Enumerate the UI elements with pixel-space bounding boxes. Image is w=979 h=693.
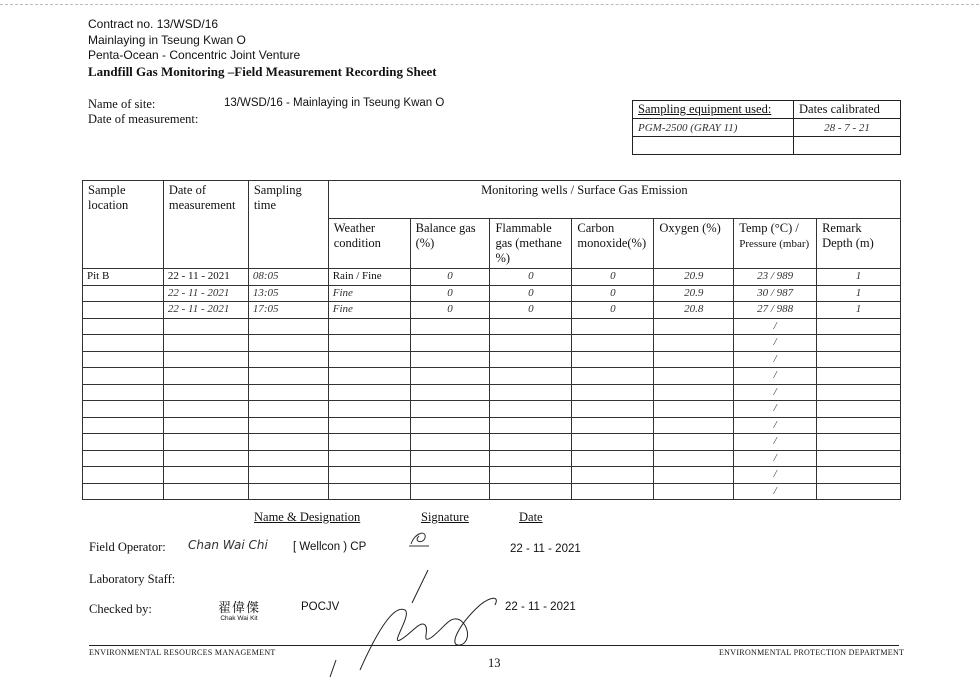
cell-remark — [817, 318, 901, 335]
cell-balance — [410, 318, 490, 335]
cell-remark — [817, 483, 901, 500]
cell-carbon — [572, 467, 654, 484]
checked-chinese-name: 翟偉傑 — [218, 601, 261, 616]
cell-loc: Pit B — [83, 269, 164, 286]
cell-balance: 0 — [410, 285, 490, 302]
table-row — [83, 417, 901, 434]
cell-balance — [410, 351, 490, 368]
cell-weather: Fine — [328, 285, 410, 302]
cell-temp: / — [734, 467, 817, 484]
cell-temp: / — [734, 401, 817, 418]
table-row — [83, 269, 901, 286]
cell-carbon — [572, 368, 654, 385]
cell-oxygen — [654, 318, 734, 335]
cell-balance — [410, 467, 490, 484]
date-header: Date of measurement — [163, 181, 248, 269]
cell-temp: / — [734, 434, 817, 451]
cell-weather — [328, 450, 410, 467]
cell-flammable — [490, 335, 572, 352]
cell-oxygen — [654, 417, 734, 434]
cell-carbon — [572, 351, 654, 368]
cell-remark — [817, 384, 901, 401]
cell-loc — [83, 335, 164, 352]
cell-remark: 1 — [817, 269, 901, 286]
cell-balance: 0 — [410, 269, 490, 286]
cell-temp: 30 / 987 — [734, 285, 817, 302]
cell-balance — [410, 417, 490, 434]
cell-date — [163, 368, 248, 385]
cell-loc — [83, 401, 164, 418]
cell-weather — [328, 417, 410, 434]
cell-carbon — [572, 450, 654, 467]
cell-time — [248, 467, 328, 484]
measurement-date-label: Date of measurement: — [88, 112, 199, 126]
cell-weather — [328, 335, 410, 352]
cell-date — [163, 335, 248, 352]
cell-temp: 23 / 989 — [734, 269, 817, 286]
cell-flammable — [490, 384, 572, 401]
cell-flammable — [490, 467, 572, 484]
table-row — [83, 368, 901, 385]
cell-balance — [410, 335, 490, 352]
cell-oxygen — [654, 467, 734, 484]
cell-weather — [328, 401, 410, 418]
table-row — [83, 483, 901, 500]
cell-remark: 1 — [817, 285, 901, 302]
cell-weather — [328, 318, 410, 335]
cell-oxygen — [654, 434, 734, 451]
table-row — [83, 351, 901, 368]
cell-carbon — [572, 401, 654, 418]
cell-flammable — [490, 318, 572, 335]
cell-temp: 27 / 988 — [734, 302, 817, 319]
cell-time — [248, 401, 328, 418]
monitoring-table — [82, 180, 901, 500]
cell-loc — [83, 384, 164, 401]
cell-date — [163, 467, 248, 484]
cell-carbon — [572, 483, 654, 500]
cell-flammable — [490, 434, 572, 451]
cell-time — [248, 450, 328, 467]
cell-balance: 0 — [410, 302, 490, 319]
cell-oxygen — [654, 351, 734, 368]
cell-time — [248, 318, 328, 335]
cell-date: 22 - 11 - 2021 — [163, 302, 248, 319]
cell-weather: Rain / Fine — [328, 269, 410, 286]
table-row — [83, 401, 901, 418]
cell-time — [248, 434, 328, 451]
cell-remark — [817, 450, 901, 467]
laboratory-staff-label: Laboratory Staff: — [89, 572, 176, 586]
checked-by-label: Checked by: — [89, 602, 152, 616]
footer-left: ENVIRONMENTAL RESOURCES MANAGEMENT — [89, 648, 276, 657]
cell-weather — [328, 434, 410, 451]
cell-weather — [328, 483, 410, 500]
cell-temp: / — [734, 384, 817, 401]
cell-oxygen: 20.8 — [654, 302, 734, 319]
cell-weather — [328, 384, 410, 401]
table-row — [83, 434, 901, 451]
cell-flammable: 0 — [490, 269, 572, 286]
cell-date — [163, 318, 248, 335]
equipment-blank — [633, 137, 794, 155]
table-row — [83, 318, 901, 335]
cell-time — [248, 417, 328, 434]
cell-balance — [410, 450, 490, 467]
calibrated-blank — [794, 137, 901, 155]
calibrated-header: Dates calibrated — [794, 101, 901, 119]
cell-weather — [328, 467, 410, 484]
cell-flammable — [490, 417, 572, 434]
cell-remark — [817, 467, 901, 484]
field-operator-name: Chan Wai Chi — [188, 538, 268, 552]
weather-header: Weather condition — [328, 219, 410, 269]
carbon-monoxide-header: Carbon monoxide(%) — [572, 219, 654, 269]
cell-oxygen: 20.9 — [654, 269, 734, 286]
cell-remark — [817, 351, 901, 368]
cell-oxygen — [654, 450, 734, 467]
signature-heading: Signature — [421, 510, 469, 524]
cell-balance — [410, 401, 490, 418]
cell-date — [163, 450, 248, 467]
cell-remark — [817, 368, 901, 385]
table-row — [83, 467, 901, 484]
cell-carbon: 0 — [572, 269, 654, 286]
cell-weather: Fine — [328, 302, 410, 319]
cell-carbon — [572, 384, 654, 401]
equipment-header: Sampling equipment used: — [633, 101, 794, 119]
field-operator-date: 22 - 11 - 2021 — [510, 543, 581, 555]
cell-remark — [817, 434, 901, 451]
header-block — [88, 17, 437, 79]
table-row — [83, 302, 901, 319]
cell-time — [248, 384, 328, 401]
oxygen-header: Oxygen (%) — [654, 219, 734, 269]
cell-time — [248, 335, 328, 352]
cell-time — [248, 368, 328, 385]
cell-date — [163, 417, 248, 434]
cell-flammable: 0 — [490, 285, 572, 302]
cell-loc — [83, 450, 164, 467]
name-designation-heading: Name & Designation — [254, 510, 361, 524]
cell-flammable — [490, 401, 572, 418]
cell-date: 22 - 11 - 2021 — [163, 285, 248, 302]
cell-oxygen — [654, 401, 734, 418]
cell-oxygen: 20.9 — [654, 285, 734, 302]
calibrated-value: 28 - 7 - 21 — [794, 119, 901, 137]
cell-carbon — [572, 335, 654, 352]
cell-time: 08:05 — [248, 269, 328, 286]
remark-header: Remark Depth (m) — [817, 219, 901, 269]
cell-oxygen — [654, 335, 734, 352]
cell-loc — [83, 285, 164, 302]
site-name-value: 13/WSD/16 - Mainlaying in Tseung Kwan O — [224, 97, 445, 109]
cell-balance — [410, 368, 490, 385]
time-header: Sampling time — [248, 181, 328, 269]
cell-carbon: 0 — [572, 285, 654, 302]
cell-carbon: 0 — [572, 302, 654, 319]
cell-date — [163, 384, 248, 401]
cell-date — [163, 401, 248, 418]
checked-name-stamp — [218, 597, 260, 622]
footer-rule — [89, 645, 899, 646]
cell-carbon — [572, 434, 654, 451]
sample-location-header: Sample location — [83, 181, 164, 269]
cell-date — [163, 483, 248, 500]
cell-loc — [83, 351, 164, 368]
cell-loc — [83, 368, 164, 385]
cell-loc — [83, 434, 164, 451]
equipment-table — [632, 100, 901, 155]
cell-loc — [83, 417, 164, 434]
field-operator-signature — [405, 528, 435, 550]
date-heading: Date — [519, 510, 543, 524]
cell-date — [163, 434, 248, 451]
site-name-label: Name of site: — [88, 97, 156, 111]
table-row — [83, 450, 901, 467]
cell-time — [248, 483, 328, 500]
scan-edge — [0, 4, 979, 5]
cell-date: 22 - 11 - 2021 — [163, 269, 248, 286]
cell-time: 17:05 — [248, 302, 328, 319]
sheet-title: Landfill Gas Monitoring –Field Measurement Recording Sheet — [88, 63, 437, 79]
checked-company: POCJV — [301, 601, 340, 613]
table-row — [83, 384, 901, 401]
cell-date — [163, 351, 248, 368]
cell-balance — [410, 384, 490, 401]
contractor-name: Penta-Ocean - Concentric Joint Venture — [88, 48, 301, 62]
cell-flammable — [490, 351, 572, 368]
cell-time — [248, 351, 328, 368]
cell-loc — [83, 483, 164, 500]
cell-temp: / — [734, 318, 817, 335]
cell-time: 13:05 — [248, 285, 328, 302]
contract-number: Contract no. 13/WSD/16 — [88, 17, 219, 31]
cell-temp: / — [734, 450, 817, 467]
cell-flammable — [490, 368, 572, 385]
table-row — [83, 335, 901, 352]
cell-temp: / — [734, 368, 817, 385]
checked-english-name: Chak Wai Kit — [220, 615, 258, 622]
flammable-gas-header: Flammable gas (methane %) — [490, 219, 572, 269]
cell-oxygen — [654, 384, 734, 401]
temp-pressure-header: Temp (°C) / Pressure (mbar) — [734, 219, 817, 269]
cell-remark — [817, 417, 901, 434]
cell-oxygen — [654, 368, 734, 385]
cell-weather — [328, 351, 410, 368]
cell-loc — [83, 467, 164, 484]
cell-flammable — [490, 450, 572, 467]
balance-gas-header: Balance gas (%) — [410, 219, 490, 269]
cell-remark — [817, 401, 901, 418]
checked-date: 22 - 11 - 2021 — [505, 601, 576, 613]
table-row — [83, 285, 901, 302]
cell-balance — [410, 434, 490, 451]
cell-flammable: 0 — [490, 302, 572, 319]
footer-right: ENVIRONMENTAL PROTECTION DEPARTMENT — [719, 648, 905, 657]
project-name: Mainlaying in Tseung Kwan O — [88, 32, 246, 47]
page-number: 13 — [488, 656, 501, 670]
cell-temp: / — [734, 351, 817, 368]
cell-remark — [817, 335, 901, 352]
cell-loc — [83, 302, 164, 319]
cell-balance — [410, 483, 490, 500]
cell-temp: / — [734, 483, 817, 500]
cell-weather — [328, 368, 410, 385]
equipment-value: PGM-2500 (GRAY 11) — [633, 119, 794, 137]
monitoring-group-header: Monitoring wells / Surface Gas Emission — [328, 181, 900, 219]
cell-temp: / — [734, 417, 817, 434]
cell-temp: / — [734, 335, 817, 352]
field-operator-company: [ Wellcon ) CP — [293, 541, 367, 553]
field-operator-label: Field Operator: — [89, 540, 166, 554]
cell-remark: 1 — [817, 302, 901, 319]
table-body — [83, 269, 901, 500]
cell-carbon — [572, 318, 654, 335]
cell-carbon — [572, 417, 654, 434]
cell-flammable — [490, 483, 572, 500]
cell-loc — [83, 318, 164, 335]
cell-oxygen — [654, 483, 734, 500]
